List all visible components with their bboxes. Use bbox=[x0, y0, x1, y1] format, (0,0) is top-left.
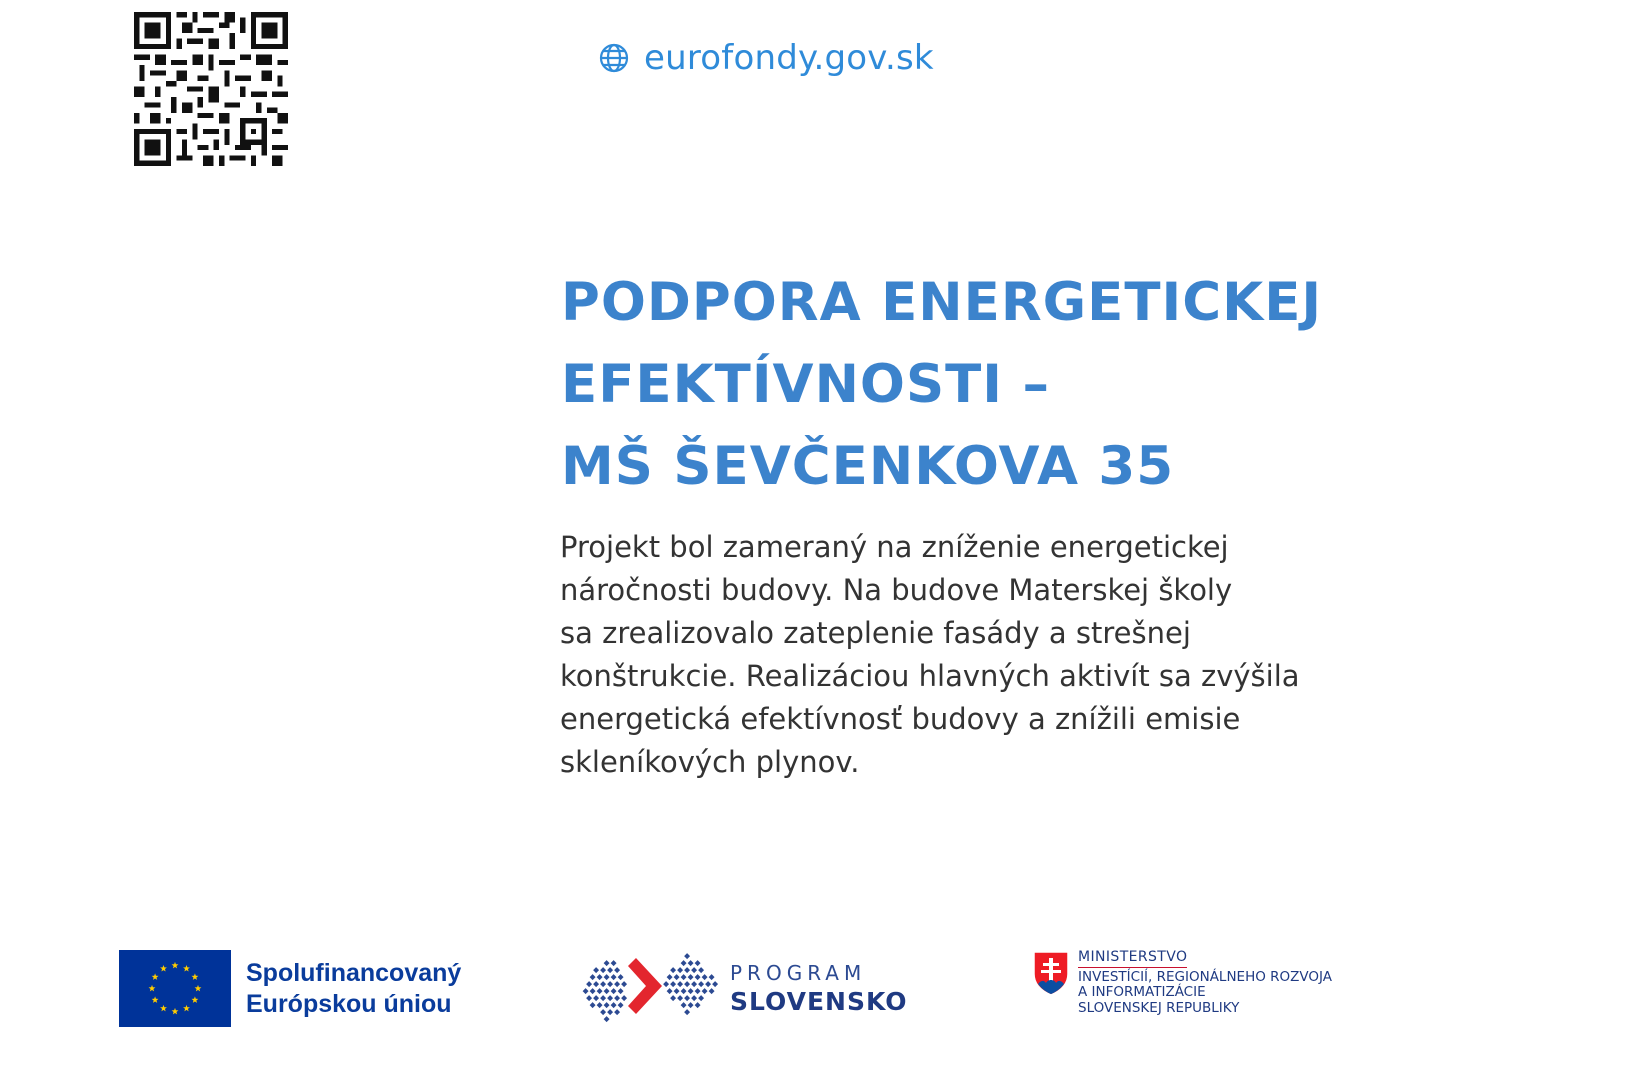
ministry-text bbox=[1078, 950, 1332, 1016]
program-dot bbox=[611, 974, 617, 980]
program-dot bbox=[586, 995, 592, 1001]
title-line: PODPORA ENERGETICKEJ bbox=[561, 272, 1323, 333]
program-line2: SLOVENSKO bbox=[730, 986, 908, 1016]
program-line1: PROGRAM bbox=[730, 960, 867, 985]
eu-line2: Európskou úniou bbox=[246, 989, 452, 1018]
program-dot bbox=[688, 974, 694, 980]
description-line: skleníkových plynov. bbox=[560, 745, 860, 779]
program-dot bbox=[614, 967, 620, 973]
description-line: Projekt bol zameraný na zníženie energetickej bbox=[560, 530, 1229, 564]
program-dot bbox=[688, 988, 694, 994]
program-dot bbox=[688, 1002, 694, 1008]
program-dot bbox=[691, 981, 697, 987]
program-dot bbox=[712, 981, 718, 987]
ministry-line4: SLOVENSKEJ REPUBLIKY bbox=[1078, 999, 1240, 1016]
description-line: náročnosti budovy. Na budove Materskej školy bbox=[560, 573, 1233, 607]
ministry-line2: INVESTÍCIÍ, REGIONÁLNEHO ROZVOJA bbox=[1078, 968, 1333, 985]
program-dot bbox=[607, 967, 613, 973]
description-line: energetická efektívnosť budovy a znížili emisie bbox=[560, 702, 1241, 736]
program-dot bbox=[695, 988, 701, 994]
program-dot bbox=[611, 1002, 617, 1008]
program-dot bbox=[614, 1009, 620, 1015]
program-dot bbox=[604, 974, 610, 980]
program-dot bbox=[670, 981, 676, 987]
qr-code-icon[interactable] bbox=[134, 12, 288, 166]
ministry-line3: A INFORMATIZÁCIE bbox=[1078, 984, 1206, 1000]
program-dot bbox=[618, 974, 624, 980]
program-dot bbox=[691, 967, 697, 973]
program-dot bbox=[590, 988, 596, 994]
program-dot bbox=[691, 995, 697, 1001]
program-dot bbox=[586, 981, 592, 987]
program-dot bbox=[681, 1002, 687, 1008]
program-dot bbox=[688, 960, 694, 966]
program-text bbox=[730, 961, 907, 1016]
program-dot bbox=[677, 995, 683, 1001]
program-dot bbox=[590, 974, 596, 980]
program-dot bbox=[607, 1009, 613, 1015]
program-dot bbox=[709, 988, 715, 994]
program-dot bbox=[663, 981, 669, 987]
program-dot bbox=[674, 988, 680, 994]
eu-cofinanced-logo bbox=[119, 950, 461, 1027]
project-description bbox=[560, 526, 1320, 784]
eu-text bbox=[246, 958, 461, 1020]
program-dot bbox=[607, 995, 613, 1001]
program-dot bbox=[674, 974, 680, 980]
website-url: eurofondy.gov.sk bbox=[644, 38, 934, 78]
program-dot bbox=[677, 967, 683, 973]
program-dot bbox=[698, 981, 704, 987]
program-dot bbox=[667, 988, 673, 994]
program-dot bbox=[681, 974, 687, 980]
program-dot bbox=[698, 995, 704, 1001]
program-dot bbox=[684, 981, 690, 987]
program-dot bbox=[604, 1016, 610, 1022]
program-dot bbox=[695, 1002, 701, 1008]
title-line: EFEKTÍVNOSTI – bbox=[561, 354, 1050, 415]
program-dot bbox=[684, 1009, 690, 1015]
program-dot bbox=[597, 974, 603, 980]
program-dot bbox=[621, 995, 627, 1001]
program-dot bbox=[614, 995, 620, 1001]
program-dot bbox=[611, 960, 617, 966]
program-dot bbox=[684, 953, 690, 959]
program-dot bbox=[600, 967, 606, 973]
program-dot bbox=[607, 981, 613, 987]
ministry-logo bbox=[1032, 950, 1332, 1016]
project-title bbox=[561, 262, 1561, 508]
slovak-coat-of-arms-icon bbox=[1032, 950, 1070, 996]
program-dot bbox=[614, 981, 620, 987]
globe-icon bbox=[598, 42, 630, 74]
program-dot bbox=[709, 974, 715, 980]
program-dot bbox=[698, 967, 704, 973]
program-dot bbox=[621, 981, 627, 987]
program-dot bbox=[695, 974, 701, 980]
program-dot bbox=[618, 1002, 624, 1008]
program-dot bbox=[583, 988, 589, 994]
website-link[interactable] bbox=[598, 36, 934, 80]
eu-line1: Spolufinancovaný bbox=[246, 958, 462, 987]
program-dot bbox=[604, 960, 610, 966]
program-dot bbox=[667, 974, 673, 980]
ministry-line1: MINISTERSTVO bbox=[1078, 950, 1187, 968]
program-dot bbox=[695, 960, 701, 966]
program-dot bbox=[600, 1009, 606, 1015]
program-dot bbox=[684, 995, 690, 1001]
program-dot bbox=[593, 981, 599, 987]
program-dot bbox=[600, 995, 606, 1001]
program-dot bbox=[670, 967, 676, 973]
program-dot bbox=[600, 981, 606, 987]
program-dot bbox=[677, 981, 683, 987]
program-dot bbox=[597, 1002, 603, 1008]
description-line: sa zrealizovalo zateplenie fasády a strešnej bbox=[560, 616, 1191, 650]
program-dot bbox=[618, 988, 624, 994]
program-dot bbox=[590, 1002, 596, 1008]
eu-flag-icon bbox=[119, 950, 231, 1027]
program-dot bbox=[611, 988, 617, 994]
program-dot bbox=[670, 995, 676, 1001]
program-dot bbox=[705, 981, 711, 987]
program-dot bbox=[684, 967, 690, 973]
program-dot bbox=[702, 988, 708, 994]
program-dot bbox=[597, 988, 603, 994]
program-dot bbox=[593, 995, 599, 1001]
program-slovensko-mark-icon bbox=[578, 952, 718, 1024]
program-dot bbox=[593, 967, 599, 973]
program-dot bbox=[604, 1002, 610, 1008]
program-dot bbox=[681, 988, 687, 994]
program-dot bbox=[604, 988, 610, 994]
program-dot bbox=[702, 974, 708, 980]
title-line: MŠ ŠEVČENKOVA 35 bbox=[561, 436, 1175, 497]
program-slovensko-logo bbox=[578, 952, 907, 1024]
description-line: konštrukcie. Realizáciou hlavných aktivít sa zvýšila bbox=[560, 659, 1300, 693]
program-dot bbox=[681, 960, 687, 966]
